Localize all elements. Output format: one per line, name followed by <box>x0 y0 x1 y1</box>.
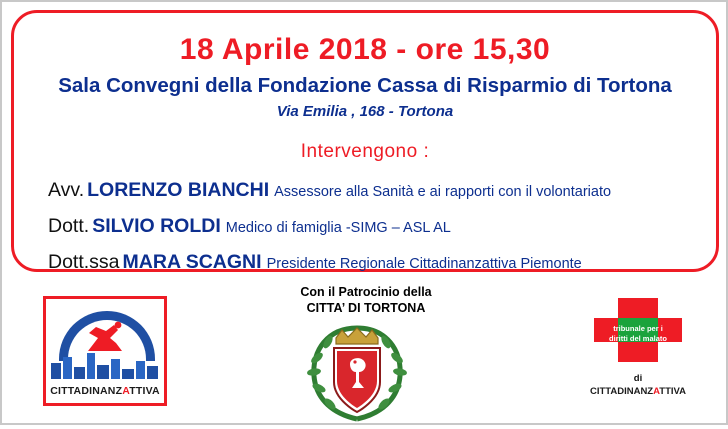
cross-text-line-2: diritti del malato <box>609 334 667 344</box>
speaker-name: LORENZO BIANCHI <box>87 179 270 201</box>
wordmark-part-2: TTIVA <box>129 385 160 397</box>
coat-of-arms-icon <box>298 320 416 424</box>
logo-wordmark <box>49 382 161 400</box>
speakers-heading: Intervengono : <box>300 141 430 162</box>
speaker-name: MARA SCAGNI <box>122 251 262 273</box>
tribunale-diritti-malato-logo <box>580 298 696 398</box>
event-info-box <box>11 10 719 272</box>
speaker-role: Medico di famiglia -SIMG – ASL AL <box>225 220 451 236</box>
event-venue: Sala Convegni della Fondazione Cassa di Risparmio di Tortona <box>58 74 672 97</box>
logo-illustration <box>49 302 161 379</box>
list-item <box>48 251 716 274</box>
di-label: di <box>633 373 643 384</box>
event-date-time: 18 Aprile 2018 - ore 15,30 <box>179 33 551 66</box>
cross-inner-text <box>594 324 682 344</box>
logo-wordmark <box>580 386 696 397</box>
cittadinanzattiva-logo <box>43 296 167 406</box>
speaker-title: Avv. <box>48 179 85 201</box>
list-item <box>48 179 716 202</box>
speaker-role: Presidente Regionale Cittadinanzattiva Piemonte <box>266 256 582 272</box>
list-item <box>48 215 716 238</box>
speaker-role: Assessore alla Sanità e ai rapporti con il volontariato <box>274 184 612 200</box>
event-address: Via Emilia , 168 - Tortona <box>276 103 454 120</box>
cross-text-line-1: tribunale per i <box>613 324 663 333</box>
skyline-icon <box>49 345 161 379</box>
speaker-title: Dott.ssa <box>48 251 120 273</box>
wordmark-part-2: TTIVA <box>659 386 687 397</box>
patronage-line-1: Con il Patrocinio della <box>300 285 432 299</box>
wordmark-part-1: CITTADINANZ <box>50 385 123 397</box>
tortona-coat-of-arms <box>298 320 416 424</box>
wordmark-part-1: CITTADINANZ <box>589 386 654 397</box>
patronage-line-2: CITTA’ DI TORTONA <box>306 300 426 315</box>
speaker-name: SILVIO ROLDI <box>92 215 221 237</box>
speakers-list <box>14 179 716 274</box>
wordmark-accent: A <box>122 385 130 397</box>
speaker-title: Dott. <box>48 215 90 237</box>
wordmark-accent: A <box>653 386 660 397</box>
